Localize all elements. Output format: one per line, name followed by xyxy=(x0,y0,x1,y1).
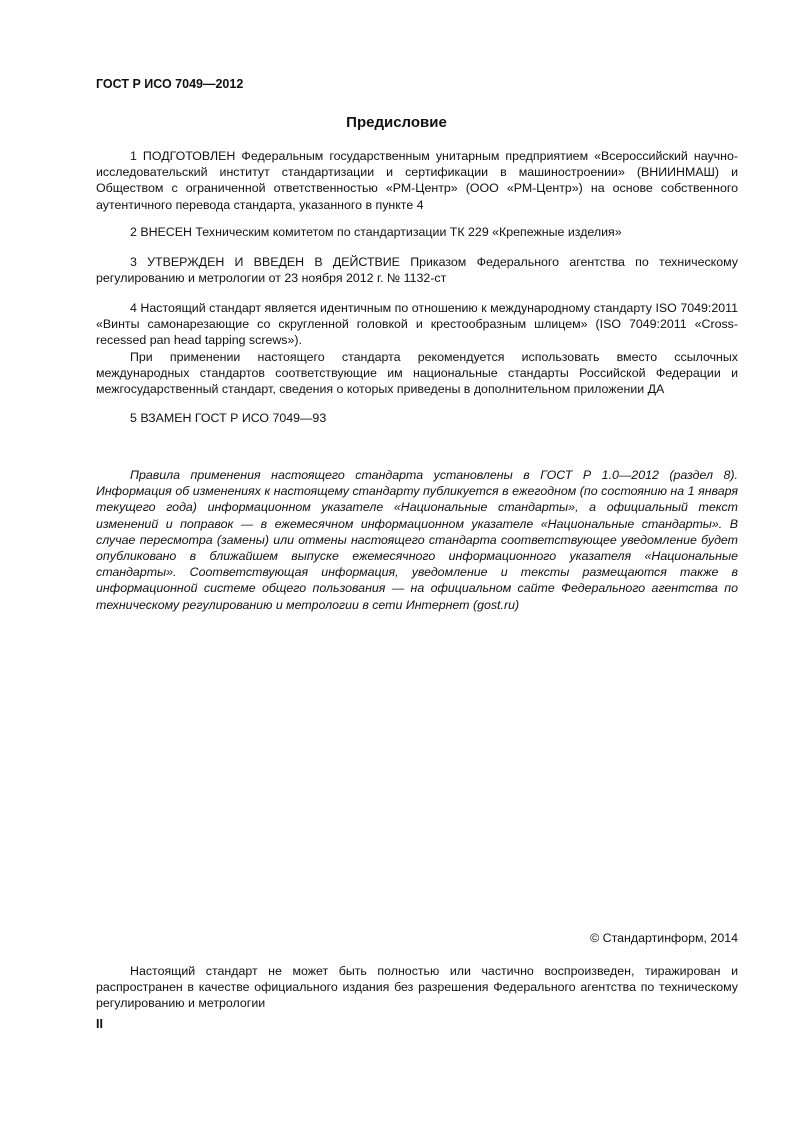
reproduction-notice xyxy=(96,963,738,1012)
notice-text: Правила применения настоящего стандарта установлены в ГОСТ Р 1.0—2012 (раздел 8). Информация об изменениях к настоящему стандарту публикуется в ежегодном (по состоянию на 1 января текущего года) информационном указателе «Национальные стандарты», а официальный текст изменений и поправок — в ежемесячном информационном указателе «Национальные стандарты». В случае пересмотра (замены) или отмены настоящего стандарта соответствующее уведомление будет опубликовано в ближайшем выпуске ежемесячного информационного указателя «Национальные стандарты». Соответствующая информация, уведомление и тексты размещаются также в информационной системе общего пользования — на официальном сайте Федерального агентства по техническому регулированию и метрологии в сети Интернет (gost.ru) xyxy=(96,468,738,612)
section-2 xyxy=(96,224,738,240)
page-number: II xyxy=(96,1017,103,1031)
reproduction-notice-text: Настоящий стандарт не может быть полностью или частично воспроизведен, тиражирован и распространен в качестве официального издания без разрешения Федерального агентства по техническому регулированию и метрологии xyxy=(96,964,738,1011)
section-4-text: 4 Настоящий стандарт является идентичным по отношению к международному стандарту ISO 7049:2011 «Винты самонарезающие со скругленной головкой и крестообразным шлицем» (ISO 7049:2011 «Cross-recessed pan head tapping screws»). xyxy=(96,301,738,348)
section-3-text: 3 УТВЕРЖДЕН И ВВЕДЕН В ДЕЙСТВИЕ Приказом Федерального агентства по техническому регулированию и метрологии от 23 ноября 2012 г. № 1132-ст xyxy=(96,255,738,286)
section-2-text: 2 ВНЕСЕН Техническим комитетом по стандартизации ТК 229 «Крепежные изделия» xyxy=(130,225,622,239)
section-1 xyxy=(96,148,738,213)
section-3 xyxy=(96,254,738,286)
section-1-text: 1 ПОДГОТОВЛЕН Федеральным государственным унитарным предприятием «Всероссийский научно-исследовательский институт стандартизации и сертификации в машиностроении» (ВНИИНМАШ) и Обществом с ограниченной ответственностью «РМ-Центр» (ООО «РМ-Центр») на основе собственного аутентичного перевода стандарта, указанного в пункте 4 xyxy=(96,149,738,212)
section-5-text: 5 ВЗАМЕН ГОСТ Р ИСО 7049—93 xyxy=(130,411,327,425)
section-4-note: При применении настоящего стандарта рекомендуется использовать вместо ссылочных международных стандартов соответствующие им национальные стандарты Российской Федерации и межгосударственный стандарт, сведения о которых приведены в дополнительном приложении ДА xyxy=(96,349,738,397)
document-code: ГОСТ Р ИСО 7049—2012 xyxy=(96,77,244,91)
section-5 xyxy=(96,410,738,426)
section-4 xyxy=(96,300,738,397)
copyright: © Стандартинформ, 2014 xyxy=(590,931,738,945)
page-title: Предисловие xyxy=(346,114,447,131)
notice-block xyxy=(96,467,738,613)
